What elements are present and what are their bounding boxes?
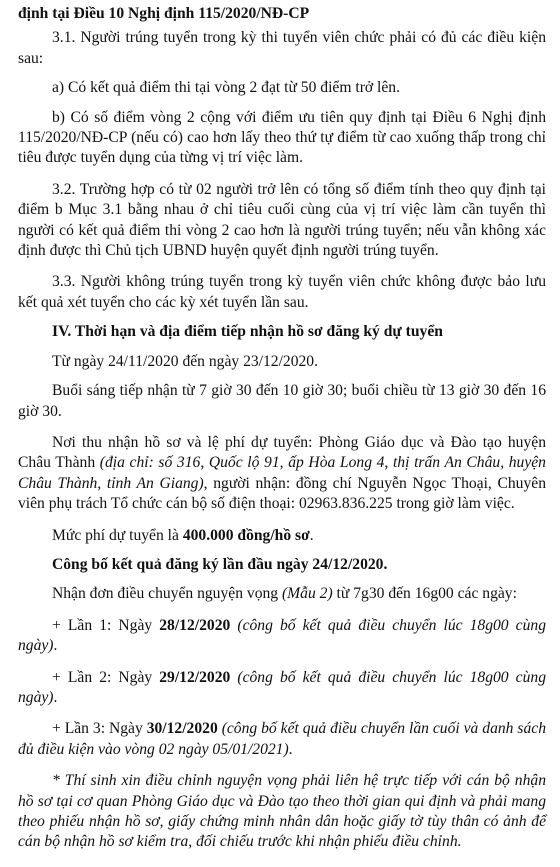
round-1-date: 28/12/2020 — [159, 616, 231, 634]
reception-hours: Buổi sáng tiếp nhận từ 7 giờ 30 đến 10 giờ 30; buổi chiều từ 13 giờ 30 đến 16 giờ 30. — [18, 382, 546, 420]
round-2-end: . — [53, 688, 58, 706]
round-3-note: (công bố kết quả điều chuyển lần cuối và danh sách đủ điều kiện vào vòng 02 ngày 05/01/2021) — [18, 720, 546, 758]
clause-3-1-a: a) Có kết quả điểm thi tại vòng 2 đạt từ 50 điểm trở lên. — [52, 79, 400, 97]
heading-continuation: định tại Điều 10 Nghị định 115/2020/NĐ-CP — [18, 5, 310, 22]
fee-lead: Mức phí dự tuyển là — [52, 526, 183, 544]
round-2-note: (công bố kết quả điều chuyển lúc 18g00 cùng ngày) — [18, 668, 546, 706]
fee-paragraph — [18, 526, 546, 546]
transfer-tail: từ 7g30 đến 16g00 các ngày: — [332, 585, 517, 603]
round-1-end: . — [53, 637, 58, 655]
clause-3-2: 3.2. Trường hợp có từ 02 người trở lên có tổng số điểm tính theo quy định tại điểm b Mục 3.1 bằng nhau ở chỉ tiêu cuối cùng của vị trí việc làm cần tuyển thì người có kết quả điểm thi vòng 2 cao hơn là người trúng tuyển; nếu vẫn không xác định được thì Chủ tịch UBND huyện quyết định người trúng tuyển. — [18, 180, 546, 260]
clause-3-1-b: b) Có số điểm vòng 2 cộng với điểm ưu tiên quy định tại Điều 6 Nghị định 115/2020/NĐ-CP (nếu có) cao hơn lấy theo thứ tự điểm từ cao xuống thấp trong chỉ tiêu được tuyển dụng của từng vị trí việc làm. — [18, 108, 546, 167]
round-1-note: (công bố kết quả điều chuyển lúc 18g00 cùng ngày) — [18, 616, 546, 655]
round-1 — [18, 616, 546, 657]
round-3-date: 30/12/2020 — [146, 720, 218, 738]
round-3-prefix: + Lần 3: Ngày — [52, 720, 147, 738]
round-3-end: . — [288, 740, 293, 758]
clause-3-3: 3.3. Người không trúng tuyển trong kỳ tuyển viên chức không được bảo lưu kết quả xét tuyển cho các kỳ xét tuyển lần sau. — [18, 273, 546, 311]
round-2 — [18, 668, 546, 709]
place-lead: Nơi thu nhận hồ sơ và lệ phí dự tuyển: Phòng Giáo dục và Đào tạo huyện Châu Thành — [18, 433, 546, 472]
transfer-lead: Nhận đơn điều chuyển nguyện vọng — [52, 585, 282, 603]
section-iv-title: IV. Thời hạn và địa điểm tiếp nhận hồ sơ đăng ký dự tuyển — [52, 323, 443, 341]
round-2-prefix: + Lần 2: Ngày — [52, 668, 160, 686]
announcement: Công bố kết quả đăng ký lần đầu ngày 24/12/2020. — [52, 555, 388, 573]
reception-date-range: Từ ngày 24/11/2020 đến ngày 23/12/2020. — [52, 352, 319, 370]
place-address: (địa chỉ: số 316, Quốc lộ 91, ấp Hòa Long 4, thị trấn An Châu, huyện Châu Thành, tỉnh An Giang) — [18, 454, 546, 492]
footnote: * Thí sinh xin điều chỉnh nguyện vọng phải liên hệ trực tiếp với cán bộ nhận hồ sơ tại cơ quan Phòng Giáo dục và Đào tạo theo thời gian qui định và phải mang theo phiếu nhận hồ sơ, giấy chứng minh nhân dân hoặc giấy tờ tùy thân có ảnh để cán bộ nhận hồ sơ kiểm tra, đối chiếu trước khi nhận phiếu điều chỉnh. — [18, 772, 546, 851]
round-2-date: 29/12/2020 — [159, 668, 231, 686]
reception-place — [18, 433, 546, 515]
place-tail: , người nhận: đồng chí Nguyễn Ngọc Thoại, Chuyên viên phụ trách Tổ chức cán bộ số điện thoại: 02963.836.225 trong giờ làm việc. — [18, 474, 546, 513]
transfer-form: (Mẫu 2) — [281, 585, 333, 603]
clause-3-1: 3.1. Người trúng tuyển trong kỳ thi tuyển viên chức phải có đủ các điều kiện sau: — [18, 29, 546, 67]
transfer-paragraph — [18, 584, 546, 604]
fee-amount: 400.000 đồng/hồ sơ — [182, 526, 310, 544]
round-3 — [18, 719, 546, 760]
round-1-prefix: + Lần 1: Ngày — [52, 616, 160, 634]
fee-tail: . — [309, 526, 314, 544]
